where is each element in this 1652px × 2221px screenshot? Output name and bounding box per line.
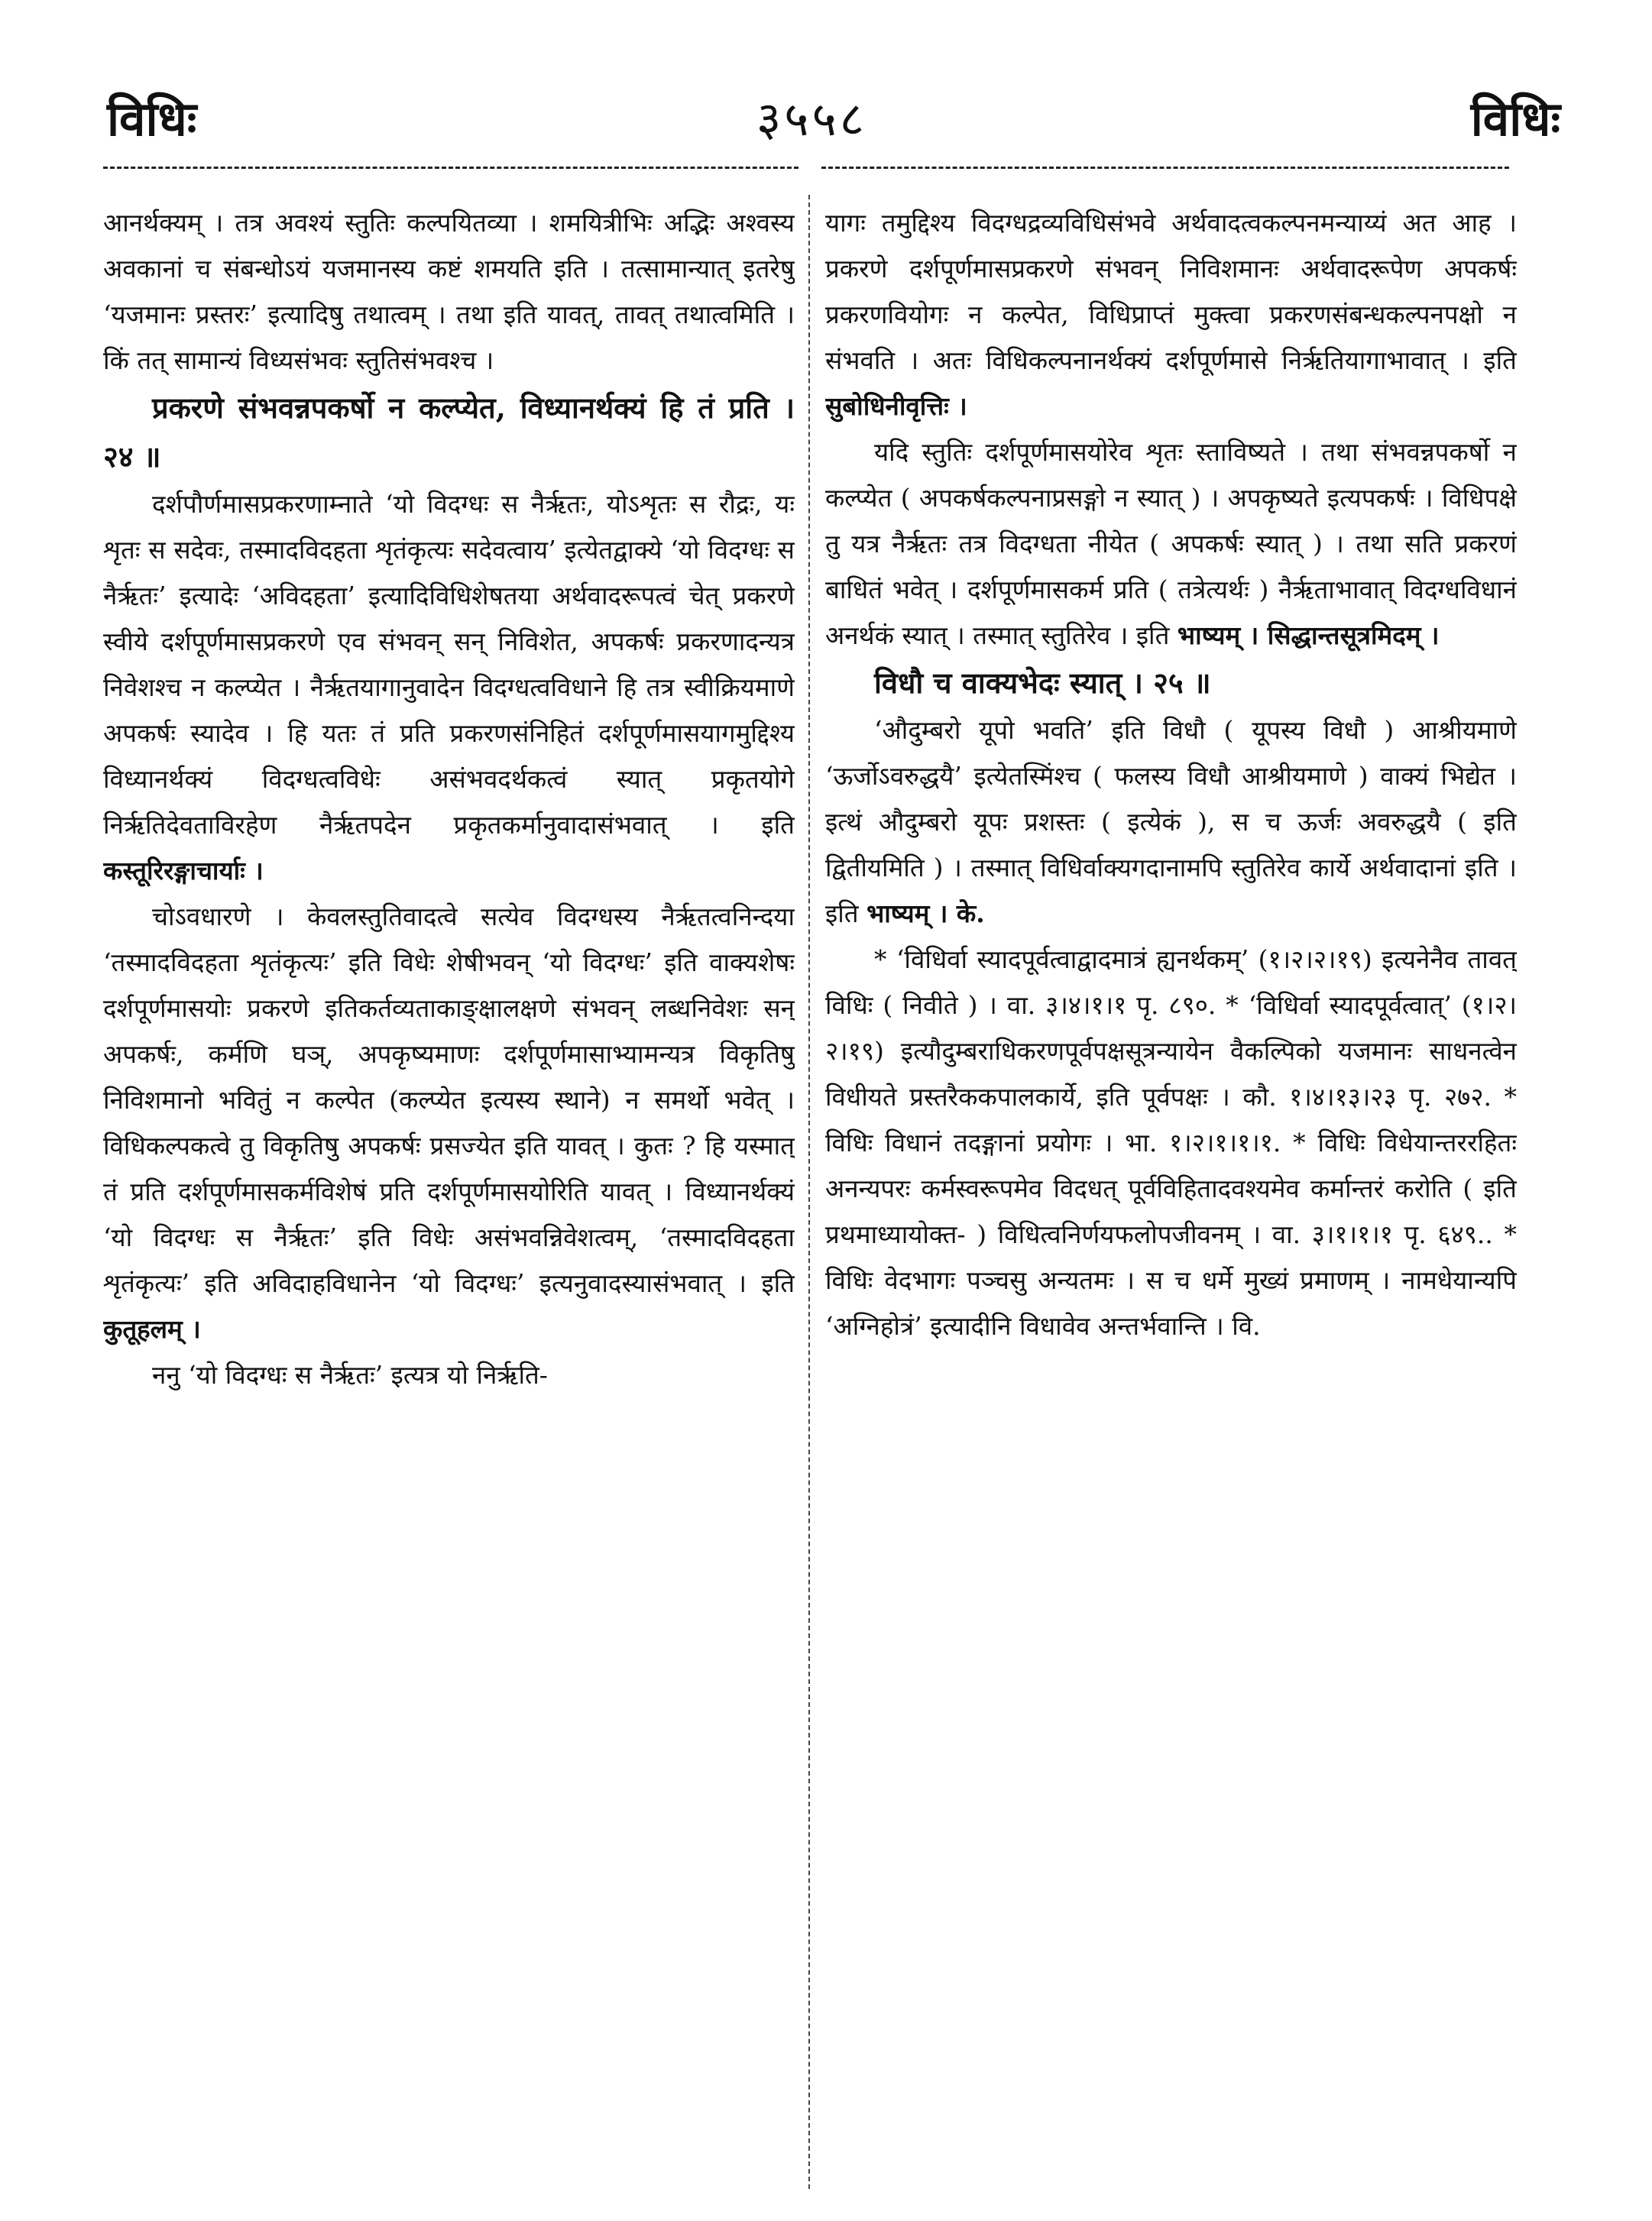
commentary-text: यागः तमुद्दिश्य विदग्धद्रव्यविधिसंभवे अर्थवादत्वकल्पनमन्याय्यं अत आह । प्रकरणे दर्शपूर्णमासप्रकरणे संभवन् निविशमानः अर्थवादरूपेण अपकर्षः प्रकरणवियोगः न कल्पेत, विधिप्राप्तं मुक्त्वा प्रकरणसंबन्धकल्पनपक्षो न संभवति । अतः विधिकल्पनानर्थक्यं दर्शपूर्णमासे निर्ऋतियागाभावात् । इति	[825, 208, 1517, 375]
commentary-paragraph	[825, 707, 1517, 937]
source-label: सुबोधिनीवृत्तिः ।	[825, 391, 967, 421]
page-number: ३५५८	[756, 91, 867, 147]
header-rule-left	[103, 167, 798, 169]
page-header	[0, 0, 1652, 176]
left-column	[103, 200, 795, 2202]
commentary-text: दर्शपौर्णमासप्रकरणाम्नाते ‘यो विदग्धः स नैर्ऋतः, योऽशृतः स रौद्रः, यः शृतः स सदेवः, तस्मादविदहता शृतंकृत्यः सदेवत्वाय’ इत्येतद्वाक्ये ‘यो विदग्धः स नैर्ऋतः’ इत्यादेः ‘अविदहता’ इत्यादिविधिशेषतया अर्थवादरूपत्वं चेत् प्रकरणे स्वीये दर्शपूर्णमासप्रकरणे एव संभवन् सन् निविशेत, अपकर्षः प्रकरणादन्यत्र निवेशश्च न कल्प्येत । नैर्ऋतयागानुवादेन विदग्धत्वविधाने हि तत्र स्वीक्रियमाणे अपकर्षः स्यादेव । हि यतः तं प्रति प्रकरणसंनिहितं दर्शपूर्णमासयागमुद्दिश्य विध्यानर्थक्यं विदग्धत्वविधेः असंभवदर्थकत्वं स्यात् प्रकृतयोगे निर्ऋतिदेवताविरहेण नैर्ऋतपदेन प्रकृतकर्मानुवादासंभवात् । इति	[103, 489, 795, 840]
commentary-paragraph	[825, 200, 1517, 429]
source-label: भाष्यम् । के.	[866, 898, 985, 928]
sutra-verse-24: प्रकरणे संभवन्नपकर्षो न कल्प्येत, विध्यानर्थक्यं हि तं प्रति । २४ ॥	[103, 390, 795, 474]
source-label: कुतूहलम् ।	[103, 1314, 201, 1344]
paragraph: ननु ‘यो विदग्धः स नैर्ऋतः’ इत्यत्र यो निर्ऋति-	[152, 1360, 548, 1390]
source-label: भाष्यम् । सिद्धान्तसूत्रमिदम् ।	[1177, 620, 1440, 650]
header-left-word: विधिः	[107, 91, 197, 147]
commentary-text: चोऽवधारणे । केवलस्तुतिवादत्वे सत्येव विदग्धस्य नैर्ऋतत्वनिन्दया ‘तस्मादविदहता शृतंकृत्यः’ इति विधेः शेषीभवन् ‘यो विदग्धः’ इति वाक्यशेषः दर्शपूर्णमासयोः प्रकरणे इतिकर्तव्यताकाङ्क्षालक्षणे संभवन् लब्धनिवेशः सन् अपकर्षः, कर्मणि घञ्, अपकृष्यमाणः दर्शपूर्णमासाभ्यामन्यत्र विकृतिषु निविशमानो भवितुं न कल्पेत (कल्प्येत इत्यस्य स्थाने) न समर्थो भवेत् । विधिकल्पकत्वे तु विकृतिषु अपकर्षः प्रसज्येत इति यावत् । कुतः ? हि यस्मात् तं प्रति दर्शपूर्णमासकर्मविशेषं प्रति दर्शपूर्णमासयोरिति यावत् । विध्यानर्थक्यं ‘यो विदग्धः स नैर्ऋतः’ इति विधेः असंभवन्निवेशत्वम्, ‘तस्मादविदहता शृतंकृत्यः’ इति अविदाहविधानेन ‘यो विदग्धः’ इत्यनुवादस्यासंभवात् । इति	[103, 902, 795, 1298]
commentary-paragraph	[103, 481, 795, 894]
sutra-verse-25: विधौ च वाक्यभेदः स्यात् । २५ ॥	[874, 665, 1211, 700]
commentary-paragraph	[103, 894, 795, 1352]
references-paragraph: * ‘विधिर्वा स्यादपूर्वत्वाद्वादमात्रं ह्यनर्थकम्’ (१।२।२।१९) इत्यनेनैव तावत् विधिः ( निवीते ) । वा. ३।४।१।१ पृ. ८९०. * ‘विधिर्वा स्यादपूर्वत्वात्’ (१।२।२।१९) इत्यौदुम्बराधिकरणपूर्वपक्षसूत्रन्यायेन वैकल्पिको यजमानः साधनत्वेन विधीयते प्रस्तरैककपालकार्ये, इति पूर्वपक्षः । कौ. १।४।१३।२३ पृ. २७२. * विधिः विधानं तदङ्गानां प्रयोगः । भा. १।२।१।१।१. * विधिः विधेयान्तररहितः अनन्यपरः कर्मस्वरूपमेव विदधत् पूर्वविहितादवश्यमेव कर्मान्तरं करोति ( इति प्रथमाध्यायोक्त- ) विधित्वनिर्णयफलोपजीवनम् । वा. ३।१।१।१ पृ. ६४९.. * विधिः वेदभागः पञ्चसु अन्यतमः । स च धर्मे मुख्यं प्रमाणम् । नामधेयान्यपि ‘अग्निहोत्रं’ इत्यादीनि विधावेव अन्तर्भवान्ति । वि.	[825, 944, 1517, 1341]
commentary-text: यदि स्तुतिः दर्शपूर्णमासयोरेव शृतः स्ताविष्यते । तथा संभवन्नपकर्षो न कल्प्येत ( अपकर्षकल्पनाप्रसङ्गो न स्यात् ) । अपकृष्यते इत्यपकर्षः । विधिपक्षे तु यत्र नैर्ऋतः तत्र विदग्धता नीयेत ( अपकर्षः स्यात् ) । तथा सति प्रकरणं बाधितं भवेत् । दर्शपूर्णमासकर्म प्रति ( तत्रेत्यर्थः ) नैर्ऋताभावात् विदग्धविधानं अनर्थकं स्यात् । तस्मात् स्तुतिरेव । इति	[825, 437, 1517, 650]
header-rule-right	[821, 167, 1509, 169]
commentary-text: ‘औदुम्बरो यूपो भवति’ इति विधौ ( यूपस्य विधौ ) आश्रीयमाणे ‘ऊर्जोऽवरुद्धयै’ इत्येतस्मिंश्च ( फलस्य विधौ आश्रीयमाणे ) वाक्यं भिद्येत । इत्थं औदुम्बरो यूपः प्रशस्तः ( इत्येकं ), स च ऊर्जः अवरुद्धयै ( इति द्वितीयमिति ) । तस्मात् विधिर्वाक्यगदानामपि स्तुतिरेव कार्ये अर्थवादानां इति । इति	[825, 715, 1517, 928]
paragraph: आनर्थक्यम् । तत्र अवश्यं स्तुतिः कल्पयितव्या । शमयित्रीभिः अद्भिः अश्वस्य अवकानां च संबन्धोऽयं यजमानस्य कष्टं शमयति इति । तत्सामान्यात् इतरेषु ‘यजमानः प्रस्तरः’ इत्यादिषु तथात्वम् । तथा इति यावत्, तावत् तथात्वमिति । किं तत् सामान्यं विध्यसंभवः स्तुतिसंभवश्च ।	[103, 208, 795, 375]
column-divider	[808, 195, 810, 2189]
source-label: कस्तूरिरङ्गाचार्याः ।	[103, 856, 264, 885]
commentary-paragraph	[825, 429, 1517, 659]
header-right-word: विधिः	[1470, 91, 1560, 147]
right-column	[825, 200, 1517, 2202]
